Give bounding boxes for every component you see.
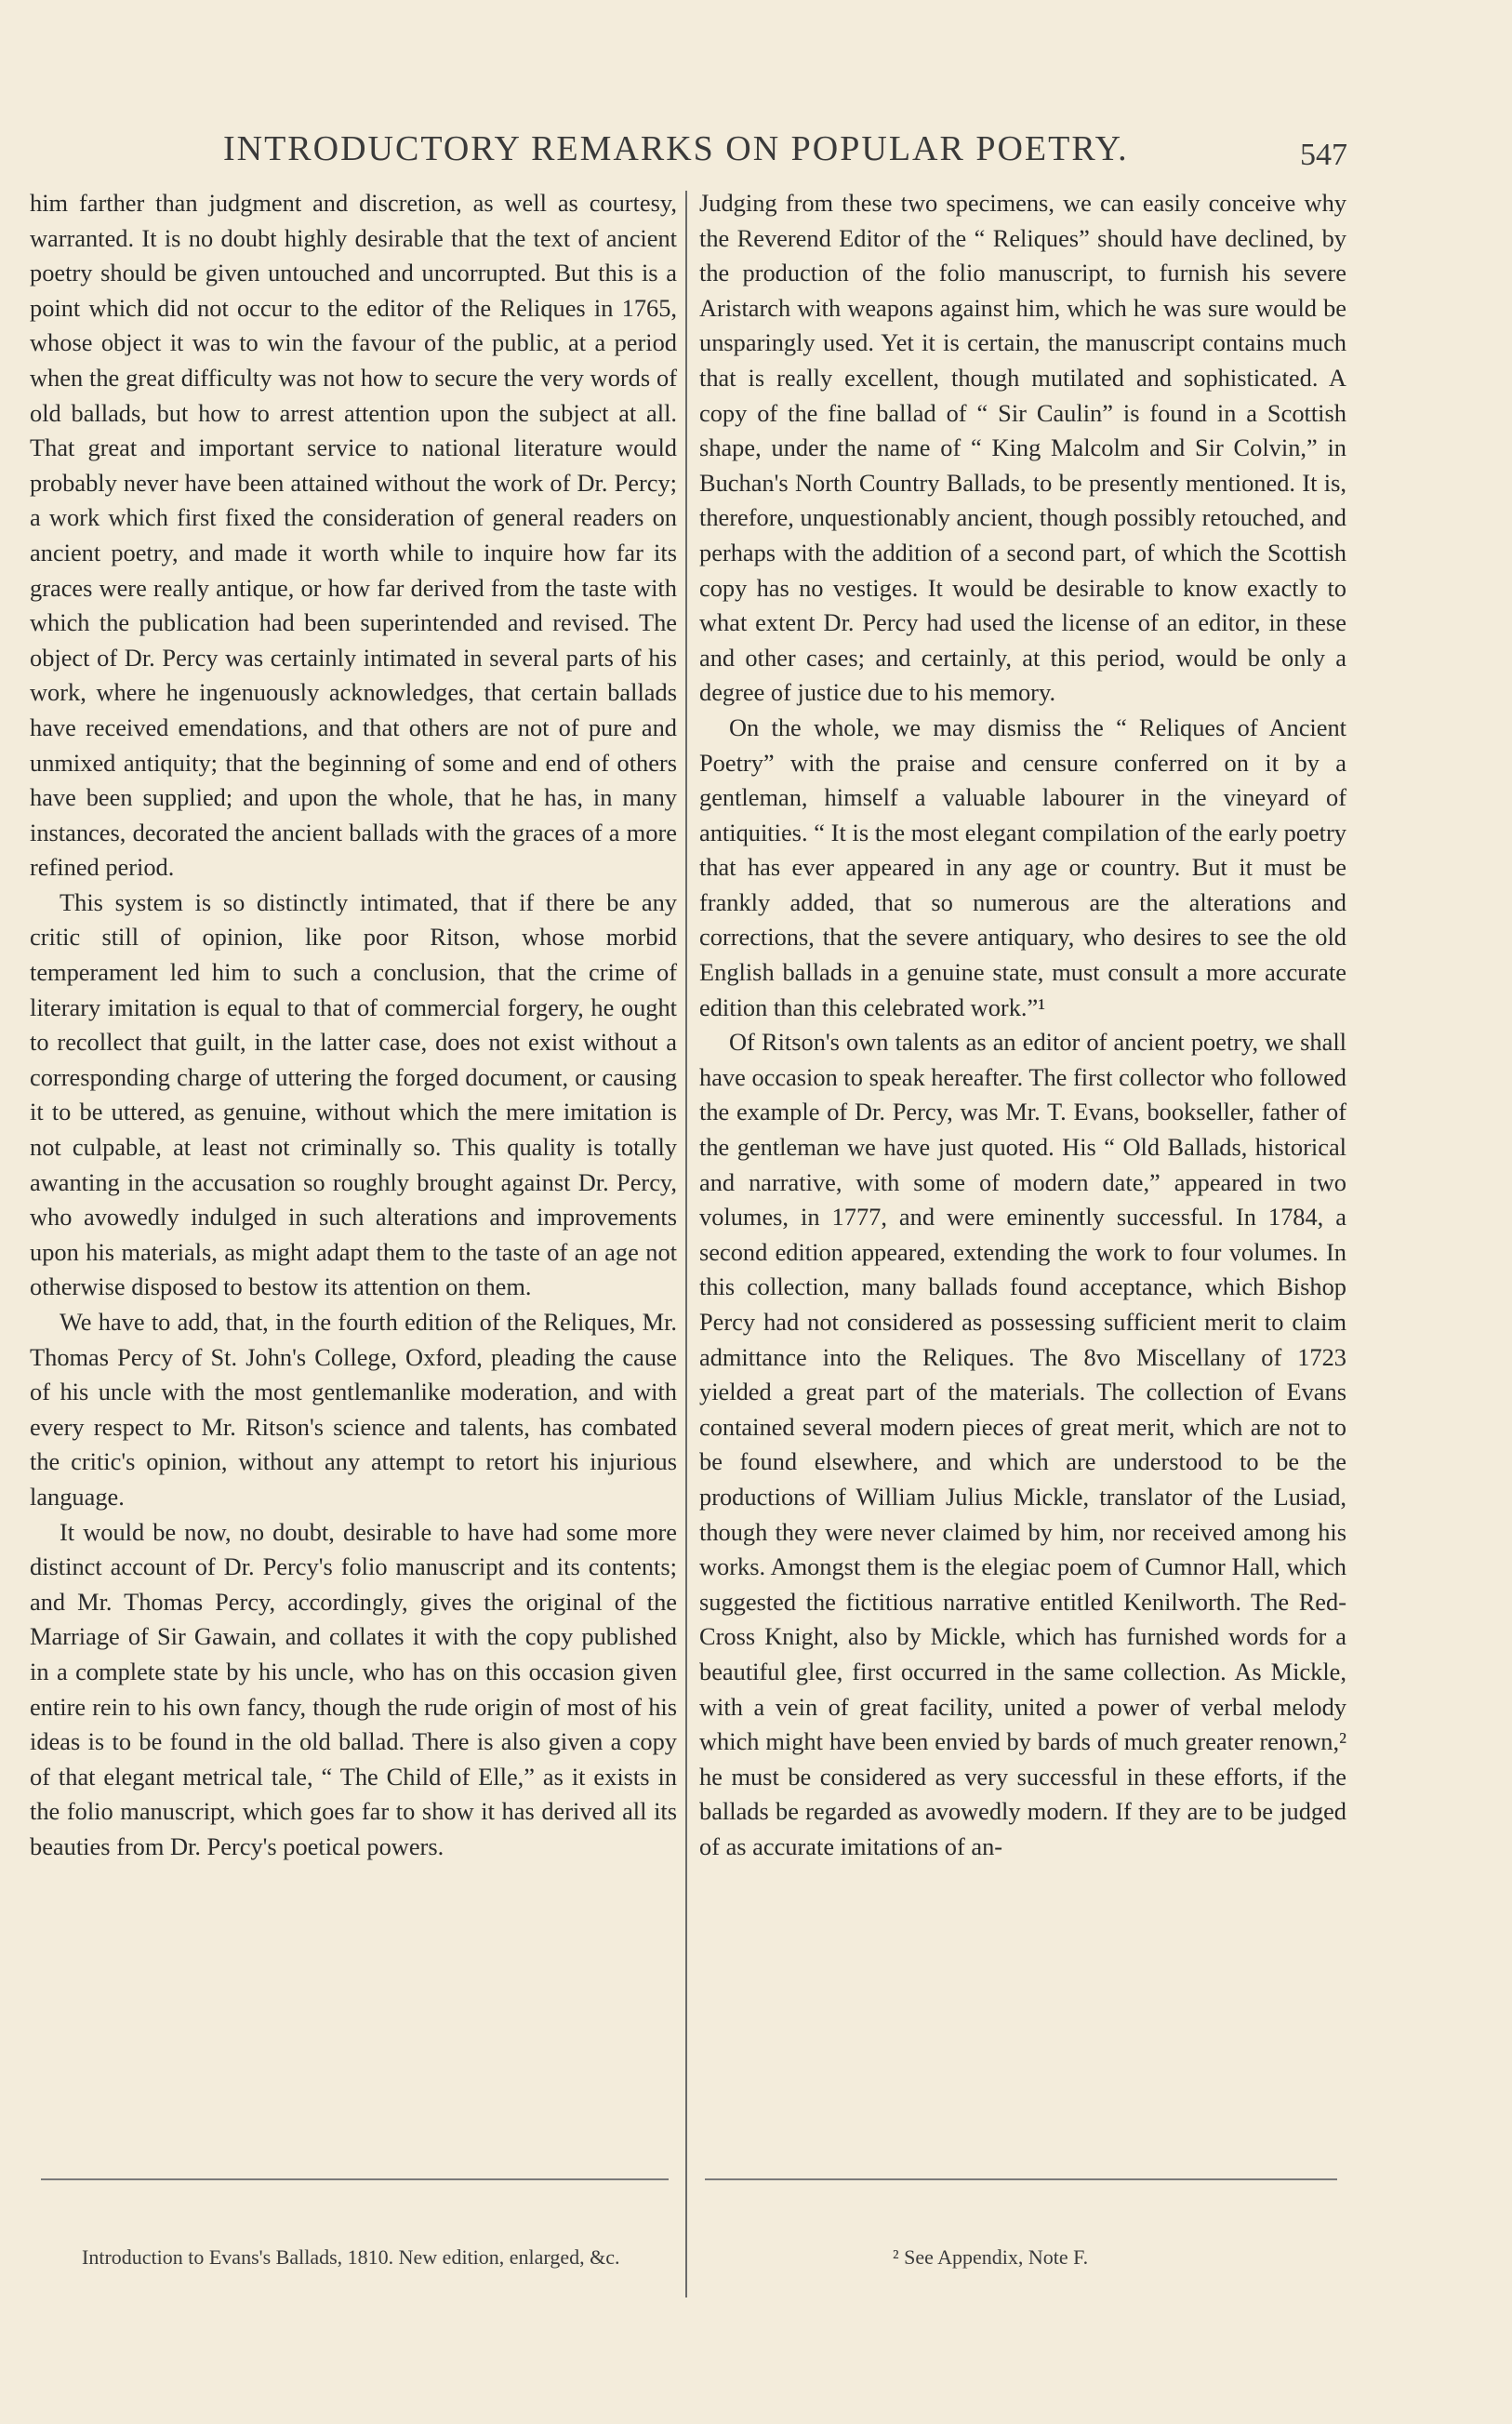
left-paragraph-1: him farther than judgment and discretion, as well as courtesy, warranted. It is no doubt highly desirable that the text of ancient poetry should be given untouched and uncorrupted. But this is a point which did not occur to the editor of the Reliques in 1765, whose object it was to win the favour of the public, at a period when the great difficulty was not how to secure the very words of old ballads, but how to arrest attention upon the subject at all. That great and important service to national literature would probably never have been attained without the work of Dr. Percy; a work which first fixed the consideration of general readers on ancient poetry, and made it worth while to inquire how far its graces were really antique, or how far derived from the taste with which the publication had been superintended and revised. The object of Dr. Percy was certainly intimated in several parts of his work, where he ingenuously acknowledges, that certain ballads have received emendations, and that others are not of pure and unmixed antiquity; that the beginning of some and end of others have been supplied; and upon the whole, that he has, in many instances, decorated the ancient ballads with the graces of a more refined period. — [30, 189, 677, 882]
column-divider — [685, 191, 687, 2297]
left-column — [30, 186, 677, 1865]
right-paragraph-3: Of Ritson's own talents as an editor of ancient poetry, we shall have occasion to speak hereafter. The first collector who followed the example of Dr. Percy, was Mr. T. Evans, bookseller, father of the gentleman we have just quoted. His “ Old Ballads, historical and narrative, with some of modern date,” appeared in two volumes, in 1777, and were eminently successful. In 1784, a second edition appeared, extending the work to four volumes. In this collection, many ballads found acceptance, which Bishop Percy had not considered as possessing sufficient merit to claim admittance into the Reliques. The 8vo Miscellany of 1723 yielded a great part of the materials. The collection of Evans contained several modern pieces of great merit, which are not to be found elsewhere, and which are understood to be the productions of William Julius Mickle, translator of the Lusiad, though they were never claimed by him, nor received among his works. Amongst them is the elegiac poem of Cumnor Hall, which suggested the fictitious narrative entitled Kenilworth. The Red-Cross Knight, also by Mickle, which has furnished words for a beautiful glee, first occurred in the same collection. As Mickle, with a vein of great facility, united a power of verbal melody which might have been envied by bards of much greater renown,² he must be considered as very successful in these efforts, if the ballads be regarded as avowedly modern. If they are to be judged of as accurate imitations of an- — [699, 1028, 1346, 1860]
left-paragraph-3: We have to add, that, in the fourth edition of the Reliques, Mr. Thomas Percy of St. John's College, Oxford, pleading the cause of his uncle with the most gentlemanlike moderation, and with every respect to Mr. Ritson's science and talents, has combated the critic's opinion, without any attempt to retort his injurious language. — [30, 1308, 677, 1511]
footnote-rule-right — [705, 2178, 1337, 2180]
page-number: 547 — [1300, 138, 1347, 172]
running-title: INTRODUCTORY REMARKS ON POPULAR POETRY. — [223, 129, 1129, 168]
footnote-left: Introduction to Evans's Ballads, 1810. New edition, enlarged, &c. — [82, 2245, 620, 2269]
footnote-rule-left — [41, 2178, 669, 2180]
right-paragraph-2: On the whole, we may dismiss the “ Reliques of Ancient Poetry” with the praise and censure conferred on it by a gentleman, himself a valuable labourer in the vineyard of antiquities. “ It is the most elegant compilation of the early poetry that has ever appeared in any age or country. But it must be frankly added, that so numerous are the alterations and corrections, that the severe antiquary, who desires to see the old English ballads in a genuine state, must consult a more accurate edition than this celebrated work.”¹ — [699, 713, 1346, 1021]
left-paragraph-4: It would be now, no doubt, desirable to have had some more distinct account of Dr. Percy's folio manuscript and its contents; and Mr. Thomas Percy, accordingly, gives the original of the Marriage of Sir Gawain, and collates it with the copy published in a complete state by his uncle, who has on this occasion given entire rein to his own fancy, though the rude origin of most of his ideas is to be found in the old ballad. There is also given a copy of that elegant metrical tale, “ The Child of Elle,” as it exists in the folio manuscript, which goes far to show it has derived all its beauties from Dr. Percy's poetical powers. — [30, 1517, 677, 1860]
footnote-right: ² See Appendix, Note F. — [893, 2245, 1089, 2269]
right-paragraph-1: Judging from these two specimens, we can easily conceive why the Reverend Editor of the “ Reliques” should have declined, by the production of the folio manuscript, to furnish his severe Aristarch with weapons against him, which he was sure would be unsparingly used. Yet it is certain, the manuscript contains much that is really excellent, though mutilated and sophisticated. A copy of the fine ballad of “ Sir Caulin” is found in a Scottish shape, under the name of “ King Malcolm and Sir Colvin,” in Buchan's North Country Ballads, to be presently mentioned. It is, therefore, unquestionably ancient, though possibly retouched, and perhaps with the addition of a second part, of which the Scottish copy has no vestiges. It would be desirable to know exactly to what extent Dr. Percy had used the license of an editor, in these and other cases; and certainly, at this period, would be only a degree of justice due to his memory. — [699, 189, 1346, 707]
right-column — [699, 186, 1346, 1865]
left-paragraph-2: This system is so distinctly intimated, that if there be any critic still of opinion, like poor Ritson, whose morbid temperament led him to such a conclusion, that the crime of literary imitation is equal to that of commercial forgery, he ought to recollect that guilt, in the latter case, does not exist without a corresponding charge of uttering the forged document, or causing it to be uttered, as genuine, without which the mere imitation is not culpable, at least not criminally so. This quality is totally awanting in the accusation so roughly brought against Dr. Percy, who avowedly indulged in such alterations and improvements upon his materials, as might adapt them to the taste of an age not otherwise disposed to bestow its attention on them. — [30, 887, 677, 1301]
